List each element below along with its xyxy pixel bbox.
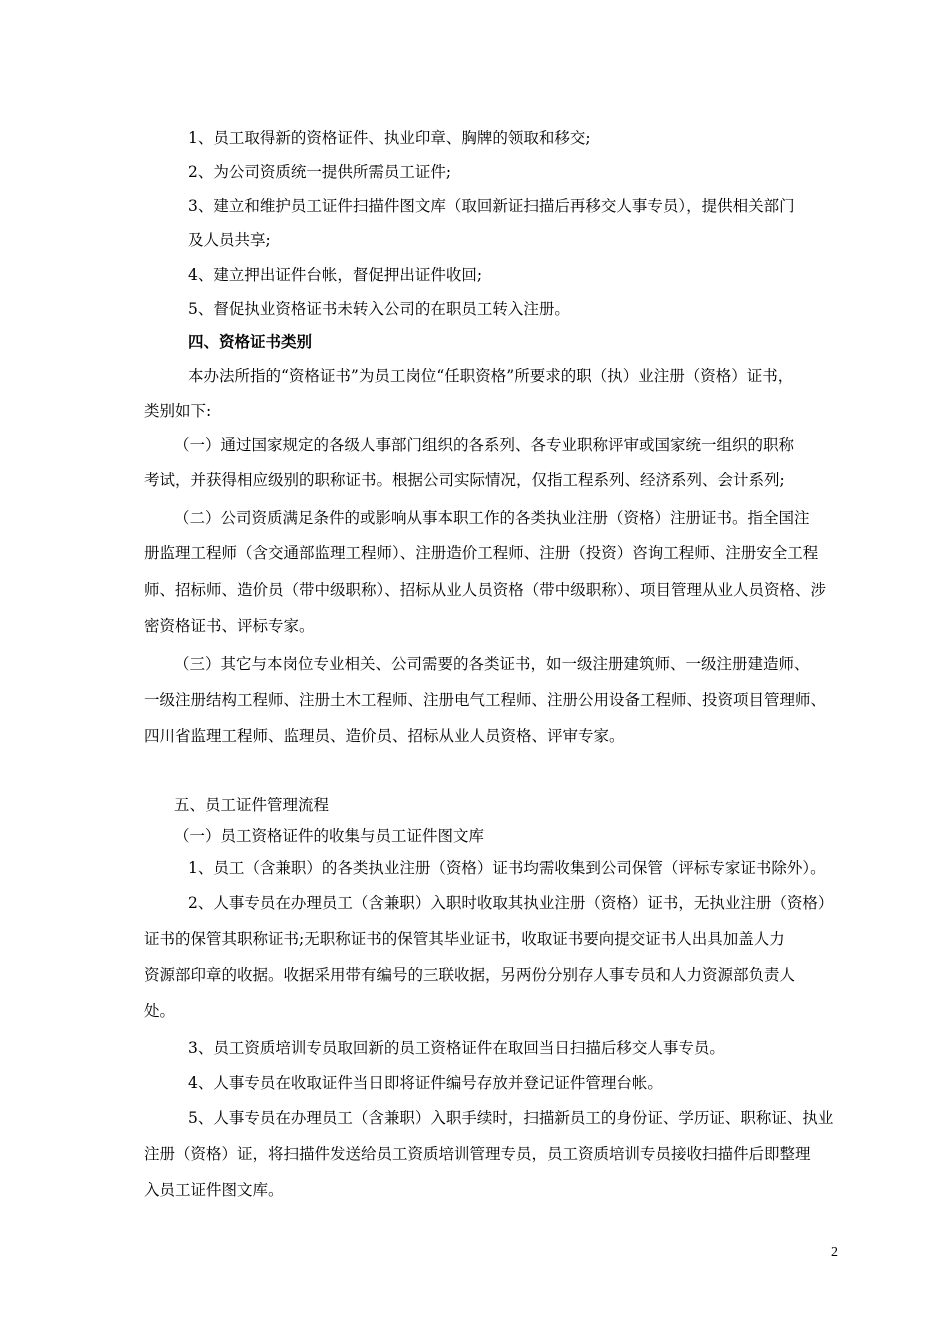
- paragraph-line: 四川省监理工程师、监理员、造价员、招标从业人员资格、评审专家。: [144, 727, 625, 745]
- paragraph-line: 5、督促执业资格证书未转入公司的在职员工转入注册。: [188, 300, 570, 318]
- paragraph-line: （一）通过国家规定的各级人事部门组织的各系列、各专业职称评审或国家统一组织的职称: [174, 436, 795, 454]
- section-heading: 四、资格证书类别: [188, 332, 313, 351]
- paragraph-line: 4、人事专员在收取证件当日即将证件编号存放并登记证件管理台帐。: [188, 1074, 663, 1092]
- paragraph-line: 资源部印章的收据。收据采用带有编号的三联收据，另两份分别存人事专员和人力资源部负责人: [144, 966, 796, 984]
- paragraph-line: 注册（资格）证，将扫描件发送给员工资质培训管理专员，员工资质培训专员接收扫描件后即整理: [144, 1145, 811, 1163]
- paragraph-line: 1、员工取得新的资格证件、执业印章、胸牌的领取和移交;: [188, 129, 591, 147]
- paragraph-line: 证书的保管其职称证书;无职称证书的保管其毕业证书，收取证书要向提交证书人出具加盖人力: [144, 930, 785, 948]
- paragraph-line: 一级注册结构工程师、注册土木工程师、注册电气工程师、注册公用设备工程师、投资项目管理师、: [144, 691, 827, 709]
- paragraph-line: 2、为公司资质统一提供所需员工证件;: [188, 163, 452, 181]
- paragraph-line: 4、建立押出证件台帐，督促押出证件收回;: [188, 266, 483, 284]
- paragraph-line: 密资格证书、评标专家。: [144, 617, 315, 635]
- paragraph-line: 入员工证件图文库。: [144, 1181, 284, 1199]
- paragraph-line: 3、员工资质培训专员取回新的员工资格证件在取回当日扫描后移交人事专员。: [188, 1039, 725, 1057]
- page-number: 2: [831, 1245, 838, 1260]
- paragraph-line: 及人员共享;: [188, 231, 271, 249]
- paragraph-line: 1、员工（含兼职）的各类执业注册（资格）证书均需收集到公司保管（评标专家证书除外）。: [188, 859, 826, 877]
- subsection-heading: （一）员工资格证件的收集与员工证件图文库: [174, 827, 485, 845]
- paragraph-line: 5、人事专员在办理员工（含兼职）入职手续时，扫描新员工的身份证、学历证、职称证、执业: [188, 1109, 834, 1127]
- paragraph-line: 处。: [144, 1002, 176, 1020]
- paragraph-line: 考试，并获得相应级别的职称证书。根据公司实际情况，仅指工程系列、经济系列、会计系列;: [144, 471, 785, 489]
- paragraph-line: （二）公司资质满足条件的或影响从事本职工作的各类执业注册（资格）注册证书。指全国注: [174, 509, 810, 527]
- paragraph-line: 3、建立和维护员工证件扫描件图文库（取回新证扫描后再移交人事专员），提供相关部门: [188, 197, 795, 215]
- paragraph-line: 册监理工程师（含交通部监理工程师）、注册造价工程师、注册（投资）咨询工程师、注册安全工程: [144, 544, 819, 562]
- paragraph-line: （三）其它与本岗位专业相关、公司需要的各类证书，如一级注册建筑师、一级注册建造师、: [174, 655, 810, 673]
- paragraph-line: 2、人事专员在办理员工（含兼职）入职时收取其执业注册（资格）证书，无执业注册（资格）: [188, 894, 834, 912]
- paragraph-line: 师、招标师、造价员（带中级职称）、招标从业人员资格（带中级职称）、项目管理从业人员资格、涉: [144, 581, 827, 599]
- paragraph-line: 本办法所指的“资格证书”为员工岗位“任职资格”所要求的职（执）业注册（资格）证书，: [188, 367, 794, 385]
- section-heading: 五、员工证件管理流程: [174, 796, 330, 814]
- paragraph-line: 类别如下:: [144, 402, 212, 420]
